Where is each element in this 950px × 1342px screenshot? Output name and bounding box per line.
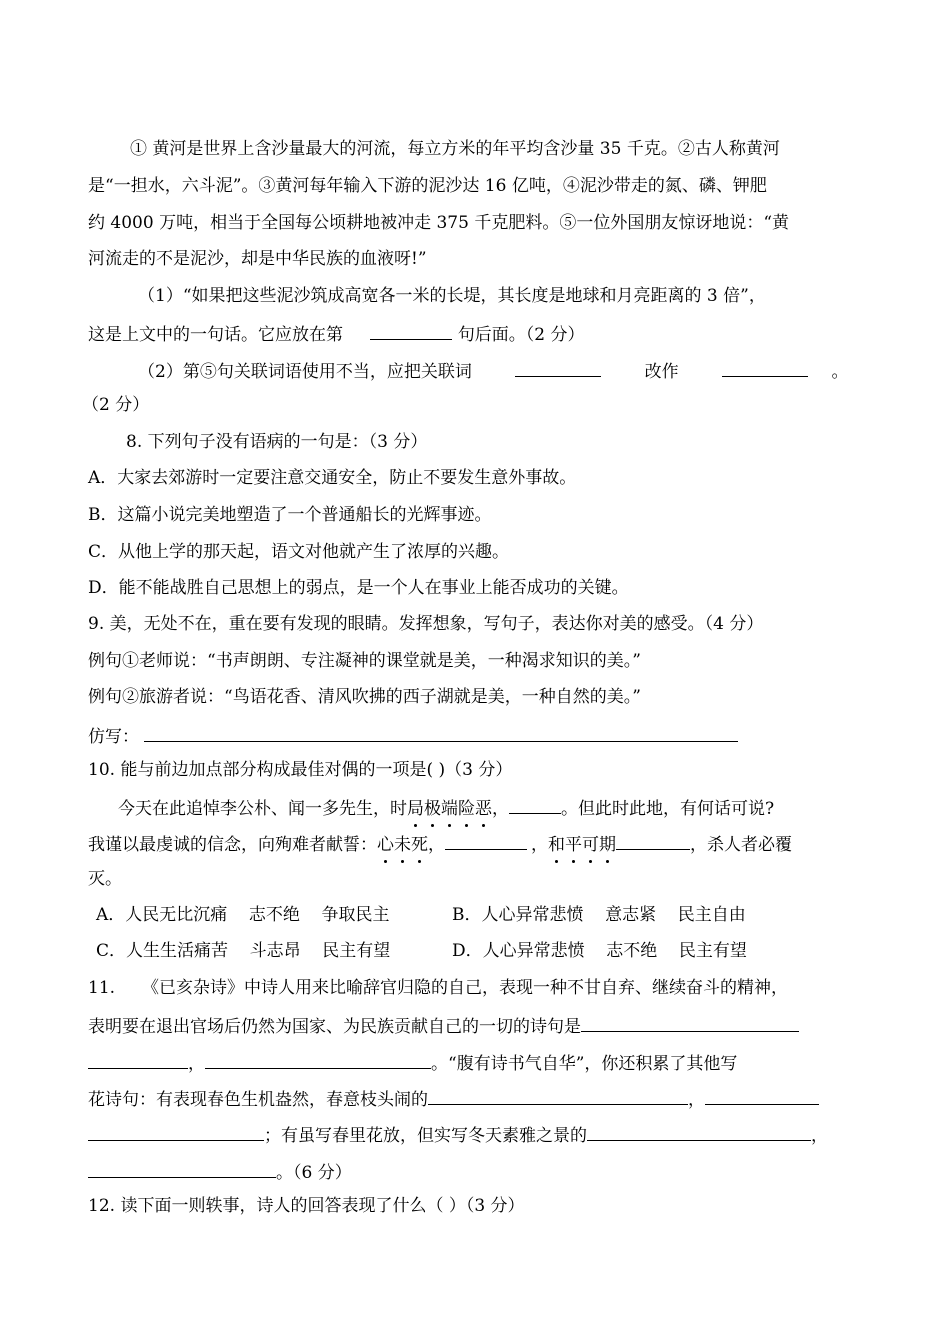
q11-line-4 [88,1086,819,1111]
q11-line-3 [88,1050,737,1075]
q9-imitate-line [88,723,738,748]
q9-imitate-label: 仿写： [88,727,139,747]
q8-option-d: D．能不能战胜自己思想上的弱点，是一个人在事业上能否成功的关键。 [88,578,629,598]
q10-passage-line-2 [88,831,792,856]
q11-line-2 [88,1013,799,1038]
answer-blank[interactable] [88,1122,264,1141]
q8-option-b: B．这篇小说完美地塑造了一个普通船长的光辉事迹。 [88,505,492,525]
emphasis-dot-char: 和 [548,835,565,855]
emphasis-dot-char: 可 [582,835,599,855]
answer-blank[interactable] [205,1050,431,1069]
dotted-phrase [548,835,616,855]
emphasis-dot-char: 未 [394,835,411,855]
emphasis-dot-char: 死 [411,835,428,855]
subq2-mid: 改作 [644,362,679,382]
q10-text: ，杀人者必覆 [690,835,792,855]
q11-text: 表明要在退出官场后仍然为国家、为民族贡献自己的一切的诗句是 [88,1017,581,1037]
subq2-end: 。 [831,362,849,382]
emphasis-dot-char: 极 [424,799,441,819]
answer-blank[interactable] [587,1122,811,1141]
q11-line-1: 11. 《已亥杂诗》中诗人用来比喻辞官归隐的自己，表现一种不甘自弃、继续奋斗的精神， [88,978,789,998]
q9-stem: 9. 美，无处不在，重在要有发现的眼睛。发挥想象，写句子，表达你对美的感受。（4 分） [88,614,764,634]
emphasis-dot-char: 心 [377,835,394,855]
answer-blank[interactable] [144,723,738,742]
emphasis-dot-char: 端 [441,799,458,819]
subq1-line-2 [88,321,585,346]
q10-text: 。但此时此地，有何话可说? [561,799,775,819]
answer-blank[interactable] [509,795,561,814]
subq1-line-1: （1）“如果把这些泥沙筑成高宽各一米的长堤，其长度是地球和月亮距离的 3 倍”， [138,286,766,306]
answer-blank[interactable] [705,1086,819,1105]
q10-option-c: C．人生生活痛苦 斗志昂 民主有望 [96,941,391,961]
q12-stem: 12. 读下面一则轶事，诗人的回答表现了什么（ ）（3 分） [88,1196,525,1216]
q11-text: 。“腹有诗书气自华”，你还积累了其他写 [431,1054,738,1074]
subq2-line-2: （2 分） [82,395,150,415]
emphasis-dot-char: 险 [458,799,475,819]
passage-line-2: 是“一担水，六斗泥”。③黄河每年输入下游的泥沙达 16 亿吨，④泥沙带走的氮、磷、钾肥 [88,176,767,196]
q10-text: ， [492,799,509,819]
emphasis-dot-char: 期 [599,835,616,855]
subq2-line-1 [138,358,848,383]
answer-blank[interactable] [88,1159,276,1178]
q10-option-a: A．人民无比沉痛 志不绝 争取民主 [96,905,390,925]
emphasis-dot-char: 局 [407,799,424,819]
answer-blank[interactable] [88,1050,188,1069]
subq1-tail: 句后面。（2 分） [457,325,585,345]
q10-text: ， [428,835,445,855]
q9-example-1: 例句①老师说：“书声朗朗、专注凝神的课堂就是美，一种渴求知识的美。” [88,651,641,671]
answer-blank[interactable] [445,831,527,850]
answer-blank[interactable] [428,1086,688,1105]
answer-blank[interactable] [370,321,452,340]
subq2-text: （2）第⑤句关联词语使用不当，应把关联词 [138,362,472,382]
q11-text: ， [811,1126,828,1146]
subq1-text: 这是上文中的一句话。它应放在第 [88,325,343,345]
q10-passage-line-3: 灭。 [88,869,122,889]
q10-passage-line-1 [118,795,774,820]
q11-text: ；有虽写春里花放，但实写冬天素雅之景的 [264,1126,587,1146]
q11-line-6 [88,1159,352,1184]
q10-option-b: B．人心异常悲愤 意志紧 民主自由 [452,905,746,925]
dotted-phrase [407,799,492,819]
q8-option-a: A．大家去郊游时一定要注意交通安全，防止不要发生意外事故。 [88,468,577,488]
q10-option-d: D．人心异常悲愤 志不绝 民主有望 [452,941,747,961]
q11-text: 花诗句：有表现春色生机盎然，春意枝头闹的 [88,1090,428,1110]
q10-text: ， [531,835,548,855]
q10-text: 我谨以最虔诚的信念，向殉难者献誓： [88,835,377,855]
answer-blank[interactable] [722,358,808,377]
q10-text: 今天在此追悼李公朴、闻一多先生，时 [118,799,407,819]
emphasis-dot-char: 恶 [475,799,492,819]
q11-text: 。（6 分） [276,1163,352,1183]
answer-blank[interactable] [515,358,601,377]
q11-text: ， [688,1090,705,1110]
answer-blank[interactable] [581,1013,799,1032]
q8-stem: 8. 下列句子没有语病的一句是：（3 分） [126,432,428,452]
q10-stem: 10. 能与前边加点部分构成最佳对偶的一项是( )（3 分） [88,760,513,780]
q9-example-2: 例句②旅游者说：“鸟语花香、清风吹拂的西子湖就是美，一种自然的美。” [88,687,641,707]
emphasis-dot-char: 平 [565,835,582,855]
q8-option-c: C．从他上学的那天起，语文对他就产生了浓厚的兴趣。 [88,542,510,562]
q11-line-5 [88,1122,828,1147]
passage-line-1: ① 黄河是世界上含沙量最大的河流，每立方米的年平均含沙量 35 千克。②古人称黄河 [130,139,780,159]
answer-blank[interactable] [616,831,690,850]
q11-text: ， [188,1054,205,1074]
passage-line-4: 河流走的不是泥沙，却是中华民族的血液呀!” [88,249,427,269]
passage-line-3: 约 4000 万吨，相当于全国每公顷耕地被冲走 375 千克肥料。⑤一位外国朋友惊讶地说：“黄 [88,213,790,233]
dotted-phrase [377,835,428,855]
